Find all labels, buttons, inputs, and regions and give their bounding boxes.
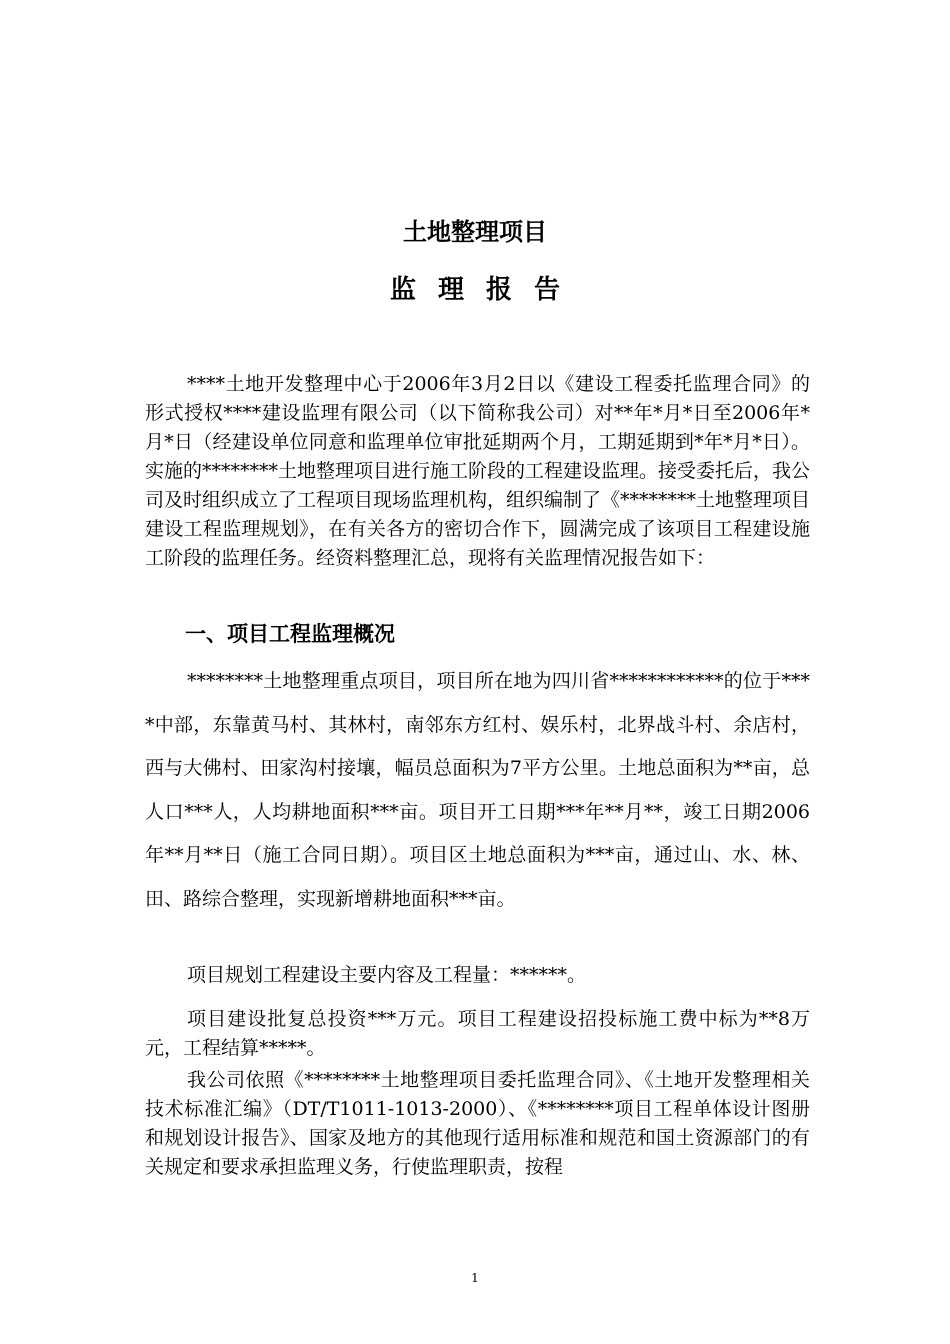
section-heading: 一、项目工程监理概况 [185, 622, 395, 646]
project-scope-paragraph: 项目规划工程建设主要内容及工程量：******。 [187, 964, 587, 986]
intro-paragraph: ****土地开发整理中心于2006年3月2日以《建设工程委托监理合同》的形式授权****建设监理有限公司（以下简称我公司）对**年*月*日至2006年*月*日（经建设单位同意和监理单位审批延期两个月，工期延期到*年*月*日）。实施的********土地整理项目进行施工阶段的工程建设监理。接受委托后，我公司及时组织成立了工程项目现场监理机构，组织编制了《********土地整理项目建设工程监理规划》，在有关各方的密切合作下，圆满完成了该项目工程建设施工阶段的监理任务。经资料整理汇总，现将有关监理情况报告如下： [145, 373, 811, 569]
document-title: 土地整理项目 [403, 218, 547, 246]
project-overview-paragraph: ********土地整理重点项目，项目所在地为四川省************的位于****中部，东靠黄马村、其林村，南邻东方红村、娱乐村，北界战斗村、余店村，西与大佛村、田家沟村接壤，幅员总面积为7平方公里。土地总面积为**亩，总人口***人，人均耕地面积***亩。项目开工日期***年**月**，竣工日期2006年**月**日（施工合同日期）。项目区土地总面积为***亩，通过山、水、林、田、路综合整理，实现新增耕地面积***亩。 [145, 670, 810, 910]
page-number: 1 [471, 1271, 479, 1285]
document-subtitle: 监理报告 [389, 275, 582, 305]
supervision-basis-paragraph: 我公司依照《********土地整理项目委托监理合同》、《土地开发整理相关技术标准汇编》（DT/T1011-1013-2000）、《********项目工程单体设计图册和规划设计报告》、国家及地方的其他现行适用标准和规范和国土资源部门的有关规定和要求承担监理义务，行使监理职责，按程 [145, 1069, 810, 1178]
project-investment-paragraph: 项目建设批复总投资***万元。项目工程建设招投标施工费中标为**8万元，工程结算*****。 [145, 1008, 810, 1059]
